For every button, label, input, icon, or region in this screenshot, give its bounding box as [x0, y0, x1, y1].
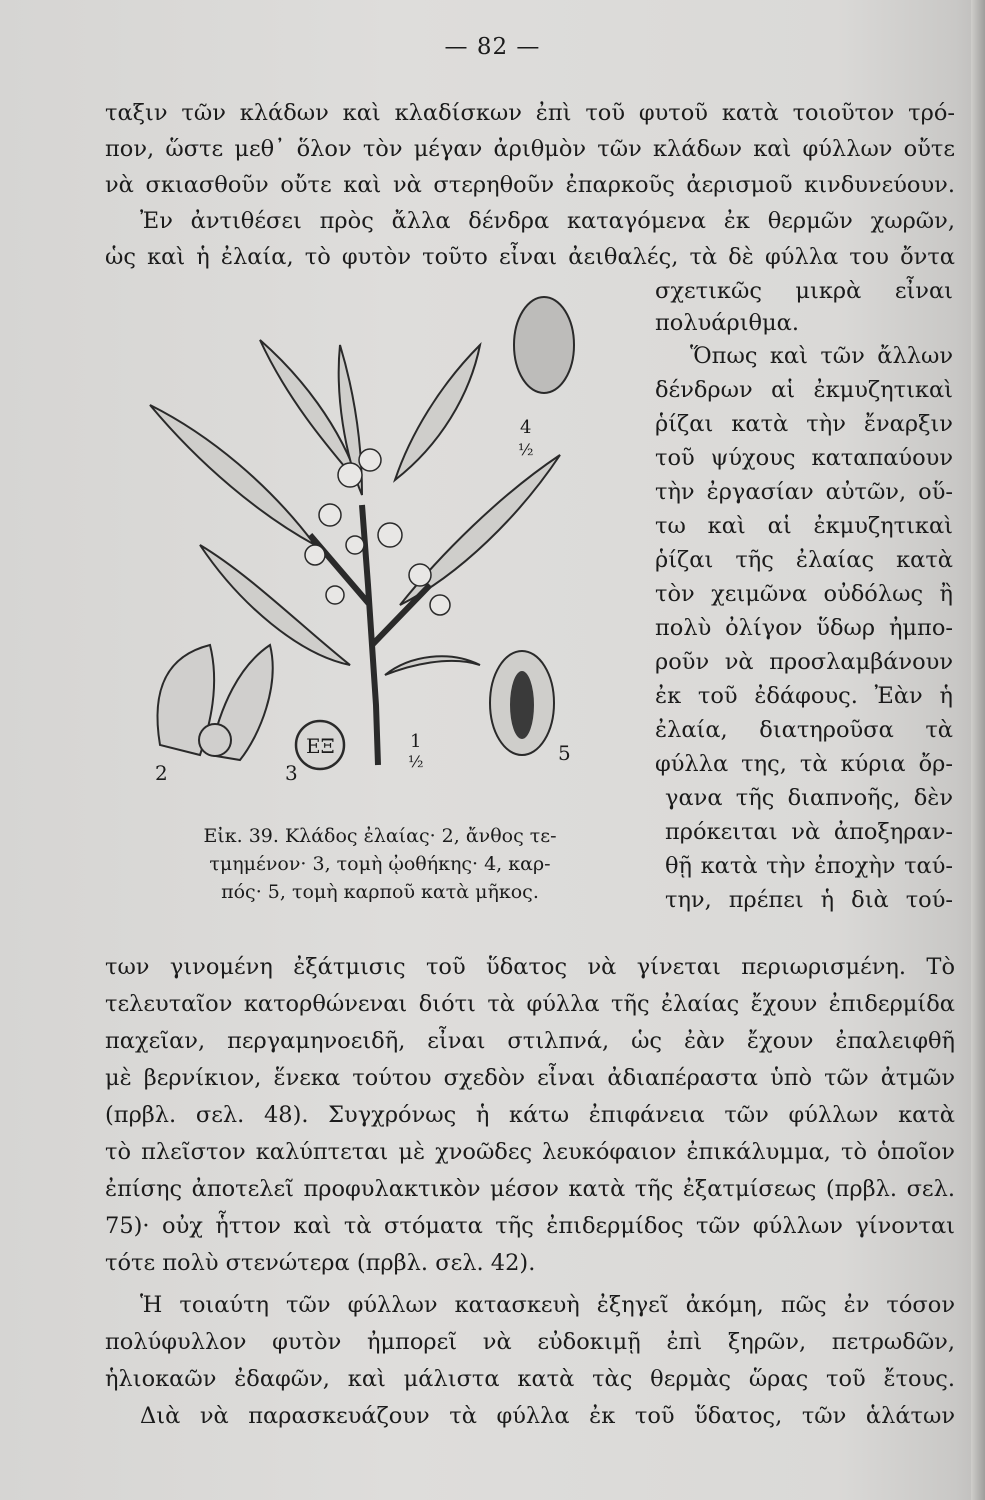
- figure-caption: [140, 822, 620, 906]
- right-column-line: γανα τῆς διαπνοῆς, δὲν: [665, 785, 953, 811]
- text-line: πολύφυλλον φυτὸν ἠμπορεῖ νὰ εὐδοκιμῇ ἐπὶ ξηρῶν, πετρωδῶν,: [105, 1329, 955, 1355]
- olive-leaf: [385, 656, 480, 675]
- text-line: ἐπίσης ἀποτελεῖ προφυλακτικὸν μέσον κατὰ τῆς ἐξατμίσεως (πρβλ. σελ.: [105, 1176, 955, 1202]
- figure-label: ½: [518, 440, 534, 459]
- right-column-line: σχετικῶς μικρὰ εἶναι: [655, 278, 953, 304]
- right-column-line: ροῦν νὰ προσλαμβάνουν: [655, 649, 953, 675]
- right-column-line: ἐλαία, διατηροῦσα τὰ: [655, 717, 953, 743]
- text-line: πον, ὥστε μεθ᾽ ὅλον τὸν μέγαν ἀριθμὸν τῶν κλάδων καὶ φύλλων οὔτε: [105, 136, 955, 162]
- olive-leaf: [395, 345, 480, 480]
- text-line: ἡλιοκαῶν ἐδαφῶν, καὶ μάλιστα κατὰ τὰς θερμὰς ὥρας τοῦ ἔτους.: [105, 1366, 955, 1392]
- text-line-indented: Διὰ νὰ παρασκευάζουν τὰ φύλλα ἐκ τοῦ ὕδατος, τῶν ἁλάτων: [140, 1403, 955, 1429]
- text-line: ὡς καὶ ἡ ἐλαία, τὸ φυτὸν τοῦτο εἶναι ἀειθαλές, τὰ δὲ φύλλα του ὄντα: [105, 244, 955, 270]
- right-column-line: τὴν ἐργασίαν αὐτῶν, οὕ-: [655, 479, 953, 505]
- olive-leaf: [200, 545, 350, 665]
- figure-label: 2: [155, 761, 168, 785]
- text-line: νὰ σκιασθοῦν οὔτε καὶ νὰ στερηθοῦν ἐπαρκοῦς ἀερισμοῦ κινδυνεύουν.: [105, 172, 955, 198]
- text-line-last: τότε πολὺ στενώτερα (πρβλ. σελ. 42).: [105, 1250, 536, 1276]
- olive-fruit: [514, 297, 574, 393]
- page-edge-shadow: [971, 0, 985, 1500]
- text-line: ταξιν τῶν κλάδων καὶ κλαδίσκων ἐπὶ τοῦ φυτοῦ κατὰ τοιοῦτον τρό-: [105, 100, 955, 126]
- figure-label: ½: [408, 752, 424, 771]
- olive-leaf: [150, 405, 315, 545]
- right-column-line: ῥίζαι τῆς ἐλαίας κατὰ: [655, 547, 953, 573]
- olive-branch-illustration: [140, 285, 620, 795]
- text-line-indented: Ἐν ἀντιθέσει πρὸς ἄλλα δένδρα καταγόμενα ἐκ θερμῶν χωρῶν,: [140, 208, 955, 234]
- right-column-line: δένδρων αἱ ἐκμυζητικαὶ: [655, 377, 953, 403]
- right-column-line: ἐκ τοῦ ἐδάφους. Ἐὰν ἡ: [655, 683, 953, 709]
- text-line: παχεῖαν, περγαμηνοειδῆ, εἶναι στιλπνά, ὡς ἐὰν ἔχουν ἐπαλειφθῆ: [105, 1028, 955, 1054]
- right-column-line: την, πρέπει ἡ διὰ τού-: [665, 887, 953, 913]
- text-line: των γινομένη ἐξάτμισις τοῦ ὕδατος νὰ γίνεται περιωρισμένη. Τὸ: [105, 954, 955, 980]
- figure-label: 4: [520, 417, 532, 438]
- figure-label: 5: [558, 741, 571, 765]
- caption-line: πός· 5, τομὴ καρποῦ κατὰ μῆκος.: [221, 881, 539, 903]
- figure-label: 3: [285, 761, 298, 785]
- right-column-line: πολυάριθμα.: [655, 310, 800, 336]
- fruit-pit: [510, 671, 534, 739]
- right-column-line: τοῦ ψύχους καταπαύουν: [655, 445, 953, 471]
- text-line: μὲ βερνίκιον, ἕνεκα τούτου σχεδὸν εἶναι ἀδιαπέραστα ὑπὸ τῶν ἀτμῶν: [105, 1065, 955, 1091]
- right-column-line: ῥίζαι κατὰ τὴν ἔναρξιν: [655, 411, 953, 437]
- right-column-line-indented: Ὅπως καὶ τῶν ἄλλων: [690, 343, 953, 369]
- text-line: τελευταῖον κατορθώνεναι διότι τὰ φύλλα τῆς ἐλαίας ἔχουν ἐπιδερμίδα: [105, 991, 955, 1017]
- figure-label: ΕΞ: [306, 734, 335, 758]
- figure-label: 1: [410, 731, 422, 752]
- right-column-line: πρόκειται νὰ ἀποξηραν-: [665, 819, 953, 845]
- cut-flower: [157, 645, 272, 760]
- right-column-line: τὸν χειμῶνα οὐδόλως ἢ: [655, 581, 953, 607]
- caption-line: τμημένον· 3, τομὴ ᾠοθήκης· 4, καρ-: [209, 853, 551, 875]
- caption-line: Εἰκ. 39. Κλάδος ἐλαίας· 2, ἄνθος τε-: [203, 825, 557, 847]
- right-column-line: φύλλα της, τὰ κύρια ὄρ-: [655, 751, 953, 777]
- text-line: 75)· οὐχ ἧττον καὶ τὰ στόματα τῆς ἐπιδερμίδος τῶν φύλλων γίνονται: [105, 1213, 955, 1239]
- page-number: — 82 —: [444, 34, 541, 60]
- right-column-line: τω καὶ αἱ ἐκμυζητικαὶ: [655, 513, 953, 539]
- text-line: (πρβλ. σελ. 48). Συγχρόνως ἡ κάτω ἐπιφάνεια τῶν φύλλων κατὰ: [105, 1102, 955, 1128]
- right-column-line: θῇ κατὰ τὴν ἐποχὴν ταύ-: [665, 853, 953, 879]
- text-line: τὸ πλεῖστον καλύπτεται μὲ χνοῶδες λευκόφαιον ἐπικάλυμμα, τὸ ὁποῖον: [105, 1139, 955, 1165]
- right-column-line: πολὺ ὀλίγον ὕδωρ ἠμπο-: [655, 615, 953, 641]
- text-line-indented: Ἡ τοιαύτη τῶν φύλλων κατασκευὴ ἐξηγεῖ ἀκόμη, πῶς ἐν τόσον: [140, 1292, 955, 1318]
